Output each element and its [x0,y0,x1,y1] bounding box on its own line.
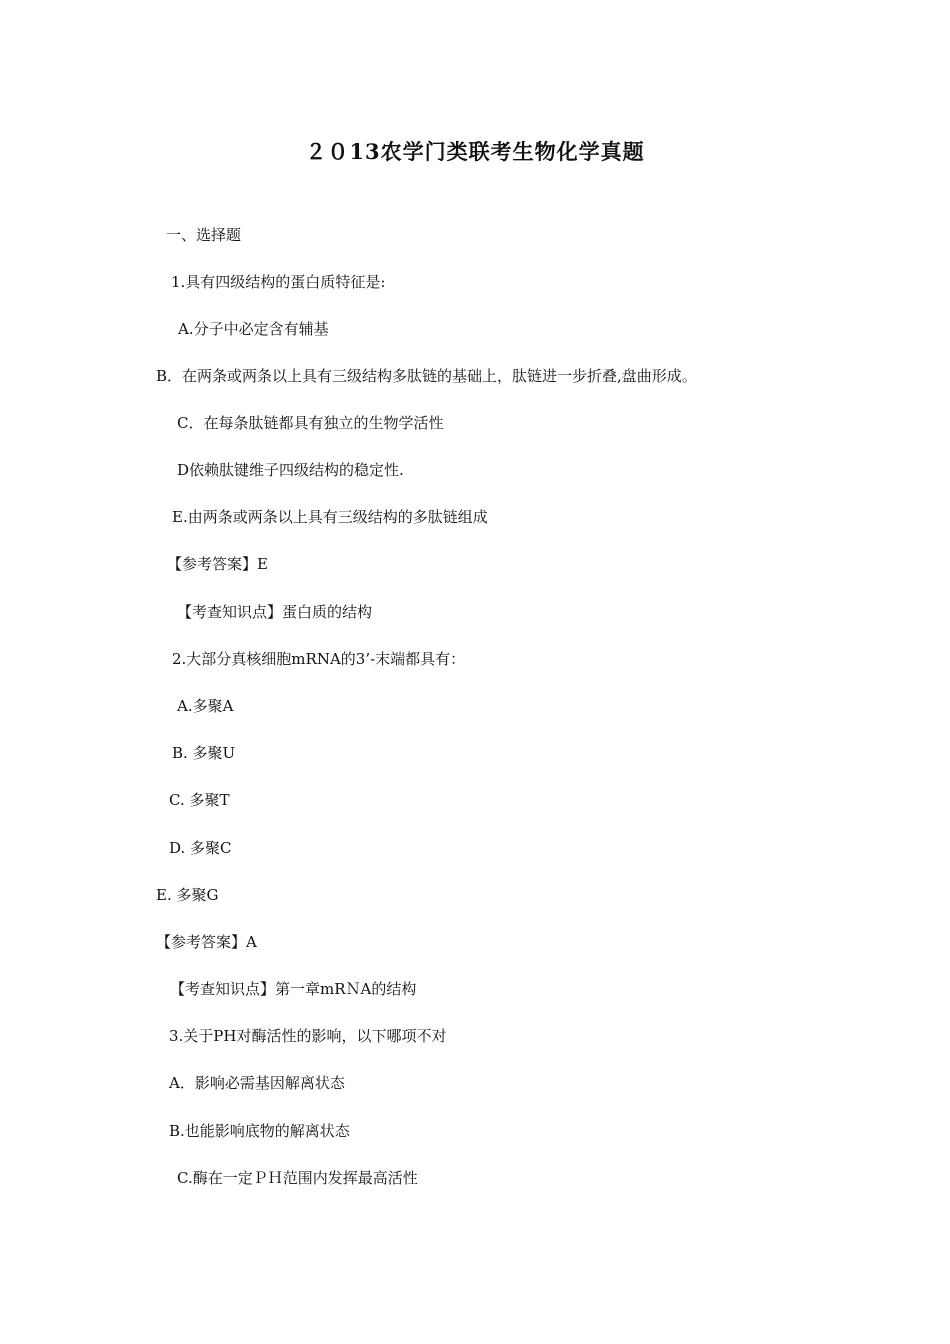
question-3-option-c: C.酶在一定ＰＨ范围内发挥最高活性 [177,1169,418,1187]
question-1-option-a: A.分子中必定含有辅基 [178,320,329,338]
question-1-option-d: D依赖肽键维子四级结构的稳定性. [177,461,404,479]
question-1-answer: 【参考答案】E [167,555,268,573]
section-heading: 一、选择题 [166,226,242,244]
question-2-knowledge-point: 【考查知识点】第一章mRＮA的结构 [170,980,417,998]
question-1-option-e: E.由两条或两条以上具有三级结构的多肽链组成 [172,508,488,526]
question-1-option-c: C．在每条肽链都具有独立的生物学活性 [177,414,444,432]
question-2-stem: 2.大部分真核细胞mRNA的3’-末端都具有： [172,650,466,668]
question-1-knowledge-point: 【考查知识点】蛋白质的结构 [177,603,373,621]
question-3-option-a: A．影响必需基因解离状态 [169,1074,345,1092]
question-2-option-b: B. 多聚U [172,744,236,762]
question-1-option-b: B．在两条或两条以上具有三级结构多肽链的基础上，肽链进一步折叠,盘曲形成。 [156,367,697,385]
question-2-option-c: C. 多聚T [169,791,230,809]
question-2-answer: 【参考答案】A [156,933,257,951]
question-1-stem: 1.具有四级结构的蛋白质特征是: [171,273,386,291]
question-2-option-e: E. 多聚G [156,886,219,904]
document-title: ２０13农学门类联考生物化学真题 [305,139,645,164]
question-2-option-d: D. 多聚C [169,839,232,857]
question-2-option-a: A.多聚A [177,697,234,715]
question-3-stem: 3.关于PH对酶活性的影响，以下哪项不对 [169,1027,447,1045]
question-3-option-b: B.也能影响底物的解离状态 [169,1122,350,1140]
